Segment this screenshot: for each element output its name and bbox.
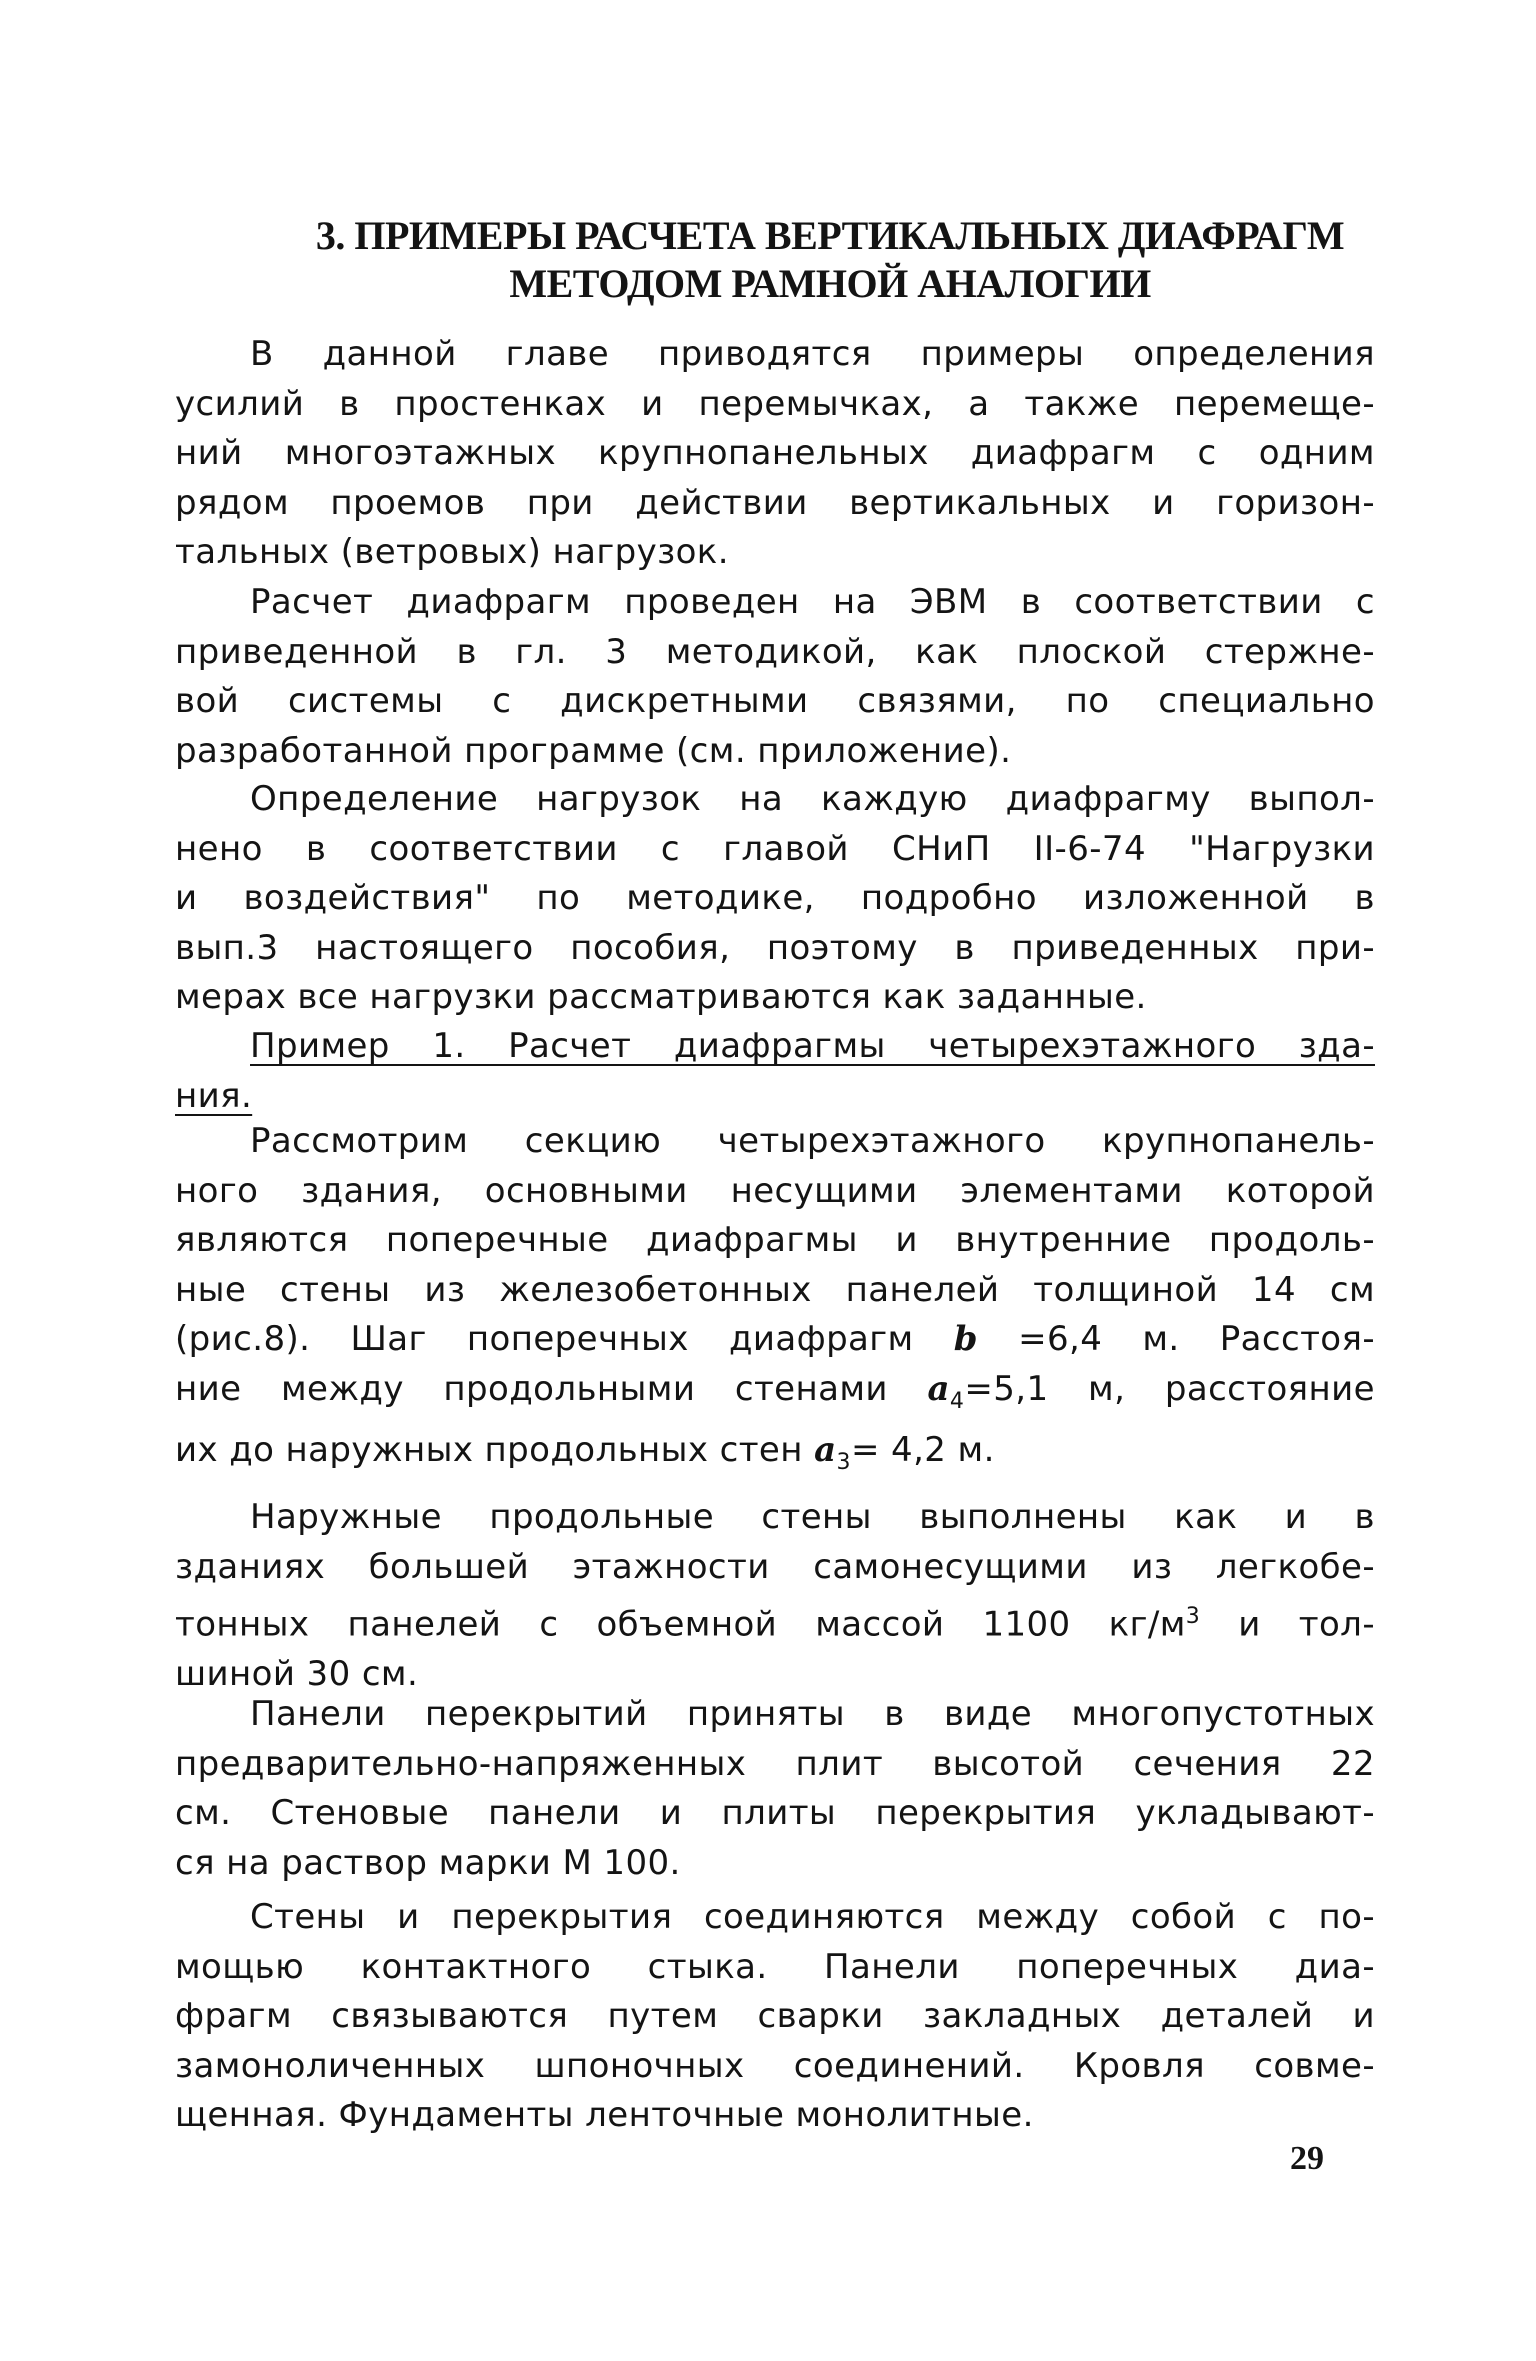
chapter-heading-line-1: 3. ПРИМЕРЫ РАСЧЕТА ВЕРТИКАЛЬНЫХ ДИАФРАГМ xyxy=(315,213,1345,258)
paragraph-intro xyxy=(175,330,1375,578)
text-line xyxy=(175,1592,1375,1650)
text-line: ний многоэтажных крупнопанельных диафрагм с одним xyxy=(175,433,1375,473)
text-segment: (рис.8). Шаг поперечных диафрагм xyxy=(175,1319,914,1359)
variable-a: a xyxy=(927,1368,950,1409)
text-line: Наружные продольные стены выполнены как и в xyxy=(250,1497,1375,1537)
chapter-heading xyxy=(300,212,1360,308)
page-number: 29 xyxy=(1290,2140,1324,2177)
subscript: 4 xyxy=(949,1388,965,1414)
text-line: и воздействия" по методике, подробно изложенной в xyxy=(175,878,1375,918)
text-line: В данной главе приводятся примеры определения xyxy=(250,334,1375,374)
variable-a: a xyxy=(814,1429,837,1470)
text-segment: =5,1 м, расстояние xyxy=(964,1368,1375,1409)
text-line: зданиях большей этажности самонесущими из легкобе- xyxy=(175,1546,1375,1587)
text-line: нено в соответствии с главой СНиП II-6-74 "Нагрузки xyxy=(175,828,1375,869)
text-line: ния. xyxy=(175,1075,253,1116)
text-line: Пример 1. Расчет диафрагмы четырехэтажного зда- xyxy=(250,1026,1375,1066)
text-line: Рассмотрим секцию четырехэтажного крупнопанель- xyxy=(250,1121,1375,1161)
text-line: разработанной программе (см. приложение). xyxy=(175,730,1012,771)
text-line: ного здания, основными несущими элементами которой xyxy=(175,1170,1375,1211)
text-line: вой системы с дискретными связями, по специально xyxy=(175,681,1375,721)
text-line: Определение нагрузок на каждую диафрагму выпол- xyxy=(250,779,1375,819)
text-line: приведенной в гл. 3 методикой, как плоской стержне- xyxy=(175,631,1375,672)
text-segment: ние между продольными стенами xyxy=(175,1368,888,1409)
text-line: предварительно-напряженных плит высотой сечения 22 xyxy=(175,1743,1375,1784)
text-line xyxy=(175,1426,1375,1487)
text-line: шиной 30 см. xyxy=(175,1653,419,1694)
text-segment: = 4,2 м. xyxy=(850,1429,995,1470)
text-line xyxy=(175,1365,1375,1426)
text-line: Панели перекрытий приняты в виде многопустотных xyxy=(250,1694,1375,1734)
text-segment: и тол- xyxy=(1200,1604,1375,1645)
text-line: вып.3 настоящего пособия, поэтому в приведенных при- xyxy=(175,927,1375,968)
text-segment: тонных панелей с объемной массой 1100 кг/м xyxy=(175,1604,1186,1645)
text-segment: их до наружных продольных стен xyxy=(175,1429,803,1470)
text-line xyxy=(175,1315,1375,1365)
text-line: мощью контактного стыка. Панели поперечных диа- xyxy=(175,1946,1375,1987)
paragraph-loads xyxy=(175,775,1375,1023)
text-line: фрагм связываются путем сварки закладных деталей и xyxy=(175,1996,1375,2036)
example-title xyxy=(175,1022,1375,1121)
paragraph-outer-walls xyxy=(175,1493,1375,1699)
chapter-heading-line-2: МЕТОДОМ РАМНОЙ АНАЛОГИИ xyxy=(509,261,1151,306)
text-segment: =6,4 м. Расстоя- xyxy=(1018,1319,1375,1359)
text-line: ся на раствор марки М 100. xyxy=(175,1842,681,1883)
superscript: 3 xyxy=(1185,1604,1201,1629)
text-line: ные стены из железобетонных панелей толщиной 14 см xyxy=(175,1269,1375,1310)
paragraph-floor-panels xyxy=(175,1690,1375,1888)
text-line: усилий в простенках и перемычках, а также перемеще- xyxy=(175,383,1375,424)
text-line: рядом проемов при действии вертикальных и горизон- xyxy=(175,482,1375,523)
text-line: Расчет диафрагм проведен на ЭВМ в соответствии с xyxy=(250,582,1375,622)
text-line: являются поперечные диафрагмы и внутренние продоль- xyxy=(175,1220,1375,1260)
text-line: мерах все нагрузки рассматриваются как заданные. xyxy=(175,977,1147,1017)
variable-b: b xyxy=(953,1319,978,1359)
paragraph-computation xyxy=(175,578,1375,776)
paragraph-joints xyxy=(175,1893,1375,2141)
paragraph-building-section xyxy=(175,1117,1375,1487)
text-line: см. Стеновые панели и плиты перекрытия укладывают- xyxy=(175,1793,1375,1833)
text-line: замоноличенных шпоночных соединений. Кровля совме- xyxy=(175,2045,1375,2086)
text-line: тальных (ветровых) нагрузок. xyxy=(175,532,729,572)
text-line: Стены и перекрытия соединяются между собой с по- xyxy=(250,1897,1375,1937)
subscript: 3 xyxy=(836,1449,851,1475)
text-line: щенная. Фундаменты ленточные монолитные. xyxy=(175,2095,1034,2135)
